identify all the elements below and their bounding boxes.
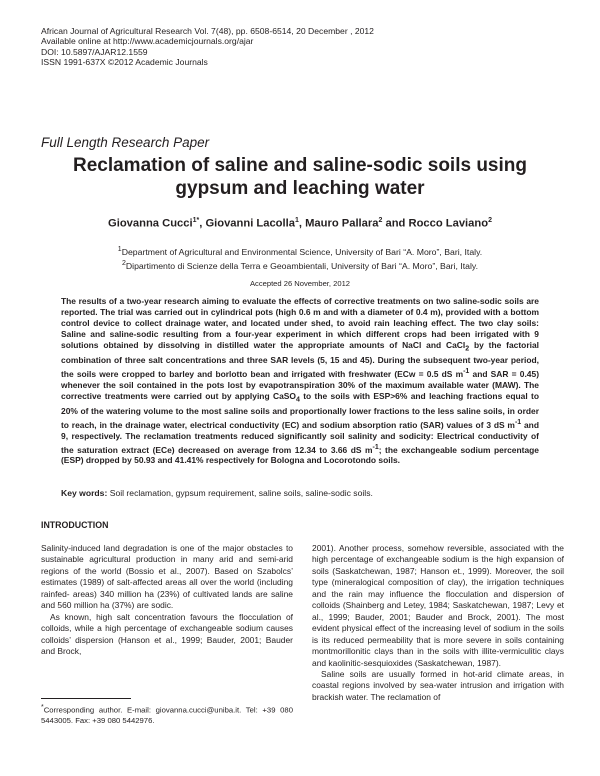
affiliation-sup: 2 bbox=[121, 259, 126, 267]
footnote bbox=[41, 703, 293, 726]
paper-title bbox=[40, 154, 560, 200]
keywords bbox=[61, 488, 373, 498]
author-sep: , bbox=[199, 217, 206, 230]
superscript: -1 bbox=[514, 418, 522, 426]
section-heading: INTRODUCTION bbox=[41, 520, 109, 530]
affiliation-text: Dipartimento di Scienze della Terra e Geoambientali, University of Bari “A. Moro”, Bari, Italy. bbox=[125, 260, 479, 271]
footnote-marker: * bbox=[41, 704, 44, 711]
author-name: Giovanna Cucci bbox=[108, 217, 193, 230]
paragraph: As known, high salt concentration favours the flocculation of colloids, while a high percentage of exchangeable sodium causes colloids’ dispersion (Hanson et al., 1999; Bauder, 2001; Bauder and Brock, bbox=[41, 611, 293, 657]
issn: ISSN 1991-637X ©2012 Academic Journals bbox=[41, 56, 208, 67]
doi: DOI: 10.5897/AJAR12.1559 bbox=[41, 46, 148, 57]
author-name: Rocco Laviano bbox=[408, 217, 489, 230]
superscript: -1 bbox=[372, 443, 379, 451]
author-sup: 1* bbox=[192, 217, 200, 224]
footnote-divider bbox=[41, 698, 131, 699]
abstract-text: to the soils with ESP>6% and leaching fractions equal to 20% of the watering volume to the most saline soils and proportionally lower fractions to the less saline soils, in order to reach, in the drainage water, electrical conductivity (EC) and sodium absorption ratio (SAR) values of 3 dS m bbox=[61, 390, 539, 430]
abstract-text: ; the exchangeable sodium percentage (ESP) dropped by 50.93 and 41.41% respectively for Bologna and Locorotondo soils. bbox=[61, 444, 539, 466]
paragraph: 2001). Another process, somehow reversible, associated with the high percentage of exchangeable sodium is the high expansion of soils (Saskatchewan, 1987; Hanson et., 1999). Moreover, the soil type (mineralogical composition of clay), the irrigation techniques and the rain may influence the flocculation and dispersion of colloids (Shainberg and Letey, 1984; Saskatchewan, 1987; Levy et al., 1999; Bauder, 2001; Bauder and Brock, 2001). The most evident physical effect of the increasing level of sodium in the soils is its reduced permeability that is more severe in soils containing montmorillonitic clays than in the soils with illite-vermiculitic clays and kaolinitic-sesquioxides (Saskatchewan, 1987). bbox=[312, 543, 564, 668]
keywords-text: Soil reclamation, gypsum requirement, saline soils, saline-sodic soils. bbox=[107, 488, 373, 498]
author-name: Giovanni Lacolla bbox=[205, 217, 295, 230]
subscript: 4 bbox=[295, 396, 300, 404]
superscript: -1 bbox=[463, 367, 470, 375]
paragraph: Salinity-induced land degradation is one of the major obstacles to sustainable agricultural production in many arid and semi-arid regions of the world (Bossio et al., 2007). Based on Szabolcs’ estimates (1989) of salt-affected areas all over the world (including rainfed- areas) 340 million ha (23%) of cultivated lands are saline and 560 million ha (37%) are sodic. bbox=[41, 543, 293, 611]
accepted-date: Accepted 26 November, 2012 bbox=[249, 279, 351, 288]
affiliation-2 bbox=[40, 258, 560, 272]
footnote-text: Corresponding author. E-mail: giovanna.cucci@uniba.it. Tel: +39 080 5443005. Fax: +39 080 5442976. bbox=[41, 705, 293, 725]
abstract-text: The results of a two-year research aiming to evaluate the effects of corrective treatments on two saline-sodic soils are reported. The trial was carried out in cylindrical pots (high 0.6 m and with a diameter of 0.4 m), provided with a bottom control device to collect drainage water, and located under shed, to avoid rain leaching effect. The two clay soils: Saline and saline-sodic resulting from a four-year experiment in which different crops had been irrigated with 9 solutions obtained by dissolving in distilled water the appropriate amounts of NaCl and CaCl bbox=[61, 296, 539, 351]
paragraph: Saline soils are usually formed in hot-arid climate areas, in coastal regions involved by sea-water intrusion and irrigation with brackish water. The reclamation of bbox=[312, 668, 564, 702]
journal-url: Available online at http://www.academicjournals.org/ajar bbox=[41, 36, 254, 47]
author-name: Mauro Pallara bbox=[305, 217, 379, 230]
journal-header bbox=[41, 26, 374, 67]
author-sep: , bbox=[298, 217, 306, 230]
abstract-text: by the factorial combination of three salt concentrations and three SAR levels (5, 15 and 45). During the subsequent two-year period, the soils were cropped to barley and borlotto bean and irrigated with freshwater (ECw = 0.5 dS m bbox=[61, 340, 540, 379]
affiliation-sup: 1 bbox=[117, 246, 122, 253]
author-sup: 2 bbox=[378, 217, 383, 224]
abstract-text: and SAR = 0.45) whenever the soil contained in the pots lost by evapotranspiration 30% of the maximum available water (MAW). The corrective treatments were carried out by applying CaSO bbox=[61, 368, 540, 401]
author-sup: 1 bbox=[294, 217, 299, 224]
title-line-2: gypsum and leaching water bbox=[175, 178, 425, 199]
author-list bbox=[40, 217, 560, 230]
article-type: Full Length Research Paper bbox=[41, 135, 210, 150]
body-column-right bbox=[312, 543, 564, 703]
author-sep: and bbox=[382, 217, 409, 230]
affiliation-1 bbox=[40, 244, 560, 258]
affiliations bbox=[40, 244, 560, 272]
title-line-1: Reclamation of saline and saline-sodic soils using bbox=[72, 155, 527, 176]
body-column-left bbox=[41, 543, 293, 658]
keywords-label: Key words: bbox=[61, 488, 108, 498]
subscript: 2 bbox=[465, 345, 470, 353]
abstract bbox=[61, 296, 539, 466]
affiliation-text: Department of Agricultural and Environmental Science, University of Bari “A. Moro”, Bari, Italy. bbox=[121, 246, 483, 257]
author-sup: 2 bbox=[488, 217, 492, 224]
journal-citation: African Journal of Agricultural Research Vol. 7(48), pp. 6508-6514, 20 December , 2012 bbox=[41, 26, 374, 36]
abstract-text: and 9, respectively. The reclamation treatments reduced significantly soil salinity and sodicity: Electrical conductivity of the saturation extract (ECe) decreased on average from 12.34 to 3.66 dS m bbox=[61, 419, 539, 455]
